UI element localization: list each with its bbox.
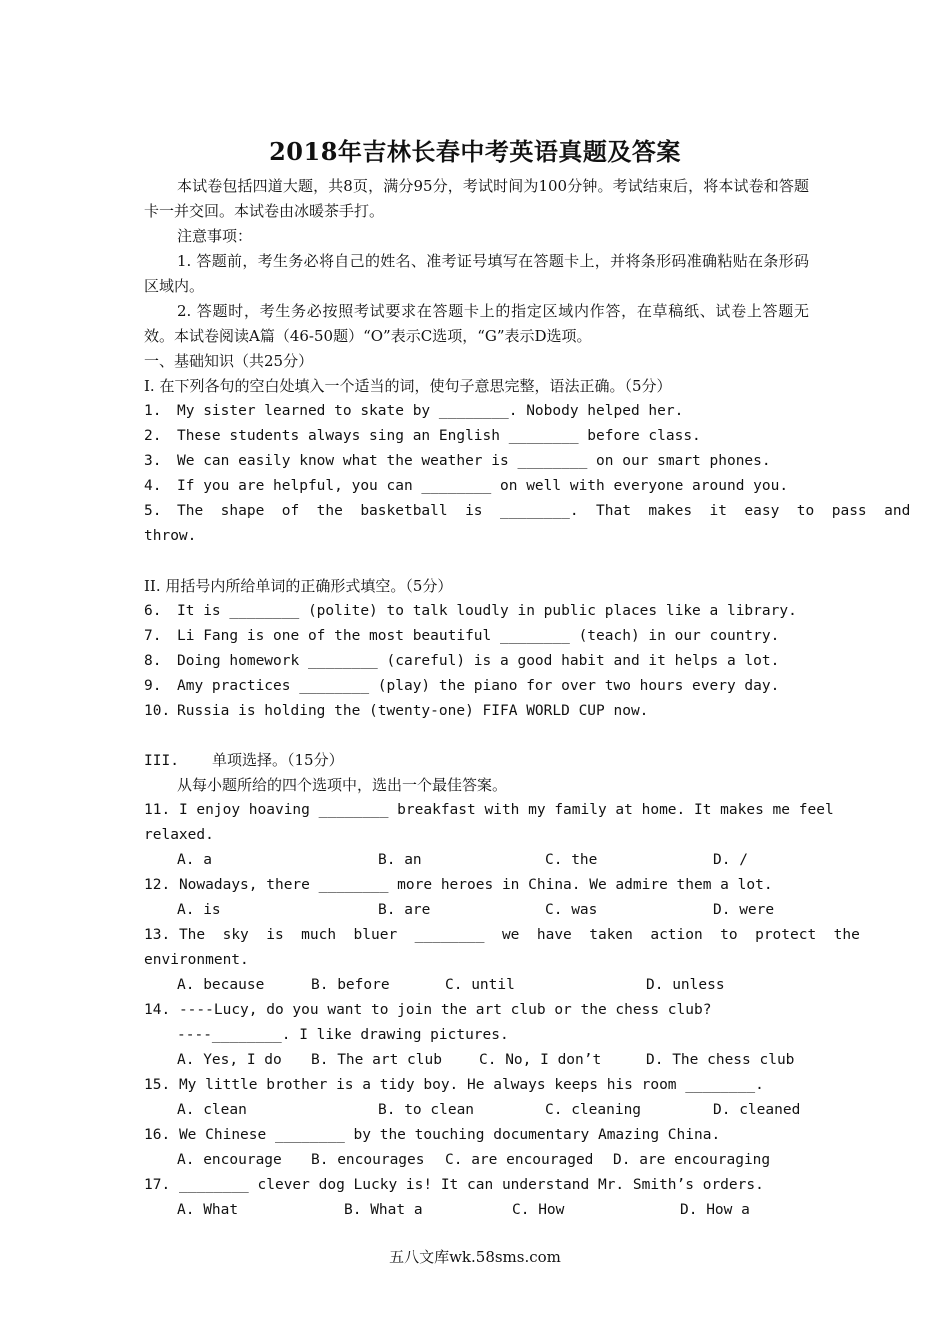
notice-item-2: 2. 答题时，考生务必按照考试要求在答题卡上的指定区域内作答，在草稿纸、试卷上答题无效。本试卷阅读A篇（46-50题）“O”表示C选项，“G”表示D选项。 — [144, 302, 809, 345]
question-number: 5. — [144, 503, 162, 519]
page-title: 2018年吉林长春中考英语真题及答案 — [269, 137, 681, 166]
option-16-b: B. encourages — [311, 1152, 425, 1168]
question-5 — [144, 499, 911, 524]
question-15 — [144, 1073, 809, 1098]
question-14-reply: ----________. I like drawing pictures. — [177, 1027, 509, 1043]
question-number: 6. — [144, 603, 162, 619]
question-6 — [144, 599, 809, 624]
option-13-c: C. until — [445, 977, 515, 993]
question-text: My little brother is a tidy boy. He always keeps his room ________. — [178, 1077, 764, 1093]
option-16-a: A. encourage — [177, 1152, 282, 1168]
question-10 — [144, 699, 809, 724]
option-13-b: B. before — [311, 977, 390, 993]
section-number: III. — [144, 753, 179, 769]
question-11 — [144, 798, 834, 823]
page-footer[interactable]: 五八文库wk.58sms.com — [389, 1248, 561, 1266]
question-16 — [144, 1123, 809, 1148]
question-number: 4. — [144, 478, 162, 494]
question-5-cont: throw. — [144, 528, 197, 544]
question-13-cont: environment. — [144, 952, 249, 968]
question-text: ________ clever dog Lucky is! It can understand Mr. Smith’s orders. — [178, 1177, 764, 1193]
question-number: 8. — [144, 653, 162, 669]
question-number: 1. — [144, 403, 162, 419]
question-7 — [144, 624, 809, 649]
question-text: The shape of the basketball is ________. That makes it easy to pass and — [177, 503, 911, 519]
section1-heading: I. 在下列各句的空白处填入一个适当的词，使句子意思完整，语法正确。（5分） — [144, 377, 672, 395]
question-17 — [144, 1173, 809, 1198]
option-16-c: C. are encouraged — [445, 1152, 594, 1168]
question-number: 13. — [144, 927, 171, 943]
question-text: The sky is much bluer ________ we have taken action to protect the — [178, 927, 860, 943]
notice-heading: 注意事项： — [177, 227, 253, 245]
option-12-b: B. are — [378, 902, 431, 918]
question-text: If you are helpful, you can ________ on well with everyone around you. — [177, 478, 789, 494]
option-17-c: C. How — [512, 1202, 565, 1218]
section-title: 单项选择。（15分） — [212, 751, 344, 769]
option-12-a: A. is — [177, 902, 221, 918]
question-number: 15. — [144, 1077, 171, 1093]
question-text: It is ________ (polite) to talk loudly in public places like a library. — [177, 603, 797, 619]
question-14 — [144, 998, 809, 1023]
question-number: 16. — [144, 1127, 171, 1143]
option-13-d: D. unless — [646, 977, 725, 993]
option-11-a: A. a — [177, 852, 212, 868]
part1-heading: 一、基础知识（共25分） — [144, 352, 314, 370]
question-8 — [144, 649, 809, 674]
question-12 — [144, 873, 809, 898]
option-11-d: D. / — [713, 852, 748, 868]
question-number: 11. — [144, 802, 171, 818]
question-13 — [144, 923, 860, 948]
question-text: We can easily know what the weather is ________ on our smart phones. — [177, 453, 771, 469]
section3-heading — [144, 748, 809, 773]
question-text: Li Fang is one of the most beautiful ________ (teach) in our country. — [177, 628, 780, 644]
option-14-a: A. Yes, I do — [177, 1052, 282, 1068]
notice-item-1: 1. 答题前，考生务必将自己的姓名、准考证号填写在答题卡上，并将条形码准确粘贴在条形码区域内。 — [144, 252, 809, 295]
option-11-c: C. the — [545, 852, 598, 868]
question-text: We Chinese ________ by the touching documentary Amazing China. — [178, 1127, 721, 1143]
option-17-b: B. What a — [344, 1202, 423, 1218]
option-17-d: D. How a — [680, 1202, 750, 1218]
option-15-d: D. cleaned — [713, 1102, 801, 1118]
question-3 — [144, 449, 809, 474]
question-text: I enjoy hoaving ________ breakfast with my family at home. It makes me feel — [178, 802, 834, 818]
question-number: 3. — [144, 453, 162, 469]
option-15-c: C. cleaning — [545, 1102, 642, 1118]
option-14-b: B. The art club — [311, 1052, 442, 1068]
question-text: Doing homework ________ (careful) is a good habit and it helps a lot. — [177, 653, 780, 669]
question-number: 10. — [144, 703, 171, 719]
question-text: ----Lucy, do you want to join the art club or the chess club? — [178, 1002, 712, 1018]
option-16-d: D. are encouraging — [613, 1152, 771, 1168]
question-text: Russia is holding the (twenty-one) FIFA WORLD CUP now. — [177, 703, 649, 719]
question-number: 12. — [144, 877, 171, 893]
question-9 — [144, 674, 809, 699]
option-12-c: C. was — [545, 902, 598, 918]
option-15-b: B. to clean — [378, 1102, 475, 1118]
option-13-a: A. because — [177, 977, 265, 993]
question-number: 2. — [144, 428, 162, 444]
question-number: 7. — [144, 628, 162, 644]
question-text: These students always sing an English ________ before class. — [177, 428, 701, 444]
question-text: Nowadays, there ________ more heroes in China. We admire them a lot. — [178, 877, 773, 893]
question-4 — [144, 474, 809, 499]
question-1 — [144, 399, 809, 424]
question-number: 9. — [144, 678, 162, 694]
option-14-c: C. No, I don’t — [479, 1052, 602, 1068]
question-11-cont: relaxed. — [144, 827, 214, 843]
option-15-a: A. clean — [177, 1102, 247, 1118]
option-17-a: A. What — [177, 1202, 239, 1218]
option-11-b: B. an — [378, 852, 422, 868]
section3-instructions: 从每小题所给的四个选项中，选出一个最佳答案。 — [177, 776, 508, 794]
question-number: 17. — [144, 1177, 171, 1193]
intro-paragraph: 本试卷包括四道大题，共8页，满分95分，考试时间为100分钟。考试结束后，将本试卷和答题卡一并交回。本试卷由冰暖茶手打。 — [144, 177, 809, 220]
question-text: My sister learned to skate by ________. Nobody helped her. — [177, 403, 684, 419]
section2-heading: II. 用括号内所给单词的正确形式填空。（5分） — [144, 577, 453, 595]
question-number: 14. — [144, 1002, 171, 1018]
question-2 — [144, 424, 809, 449]
option-14-d: D. The chess club — [646, 1052, 795, 1068]
option-12-d: D. were — [713, 902, 775, 918]
question-text: Amy practices ________ (play) the piano for over two hours every day. — [177, 678, 780, 694]
